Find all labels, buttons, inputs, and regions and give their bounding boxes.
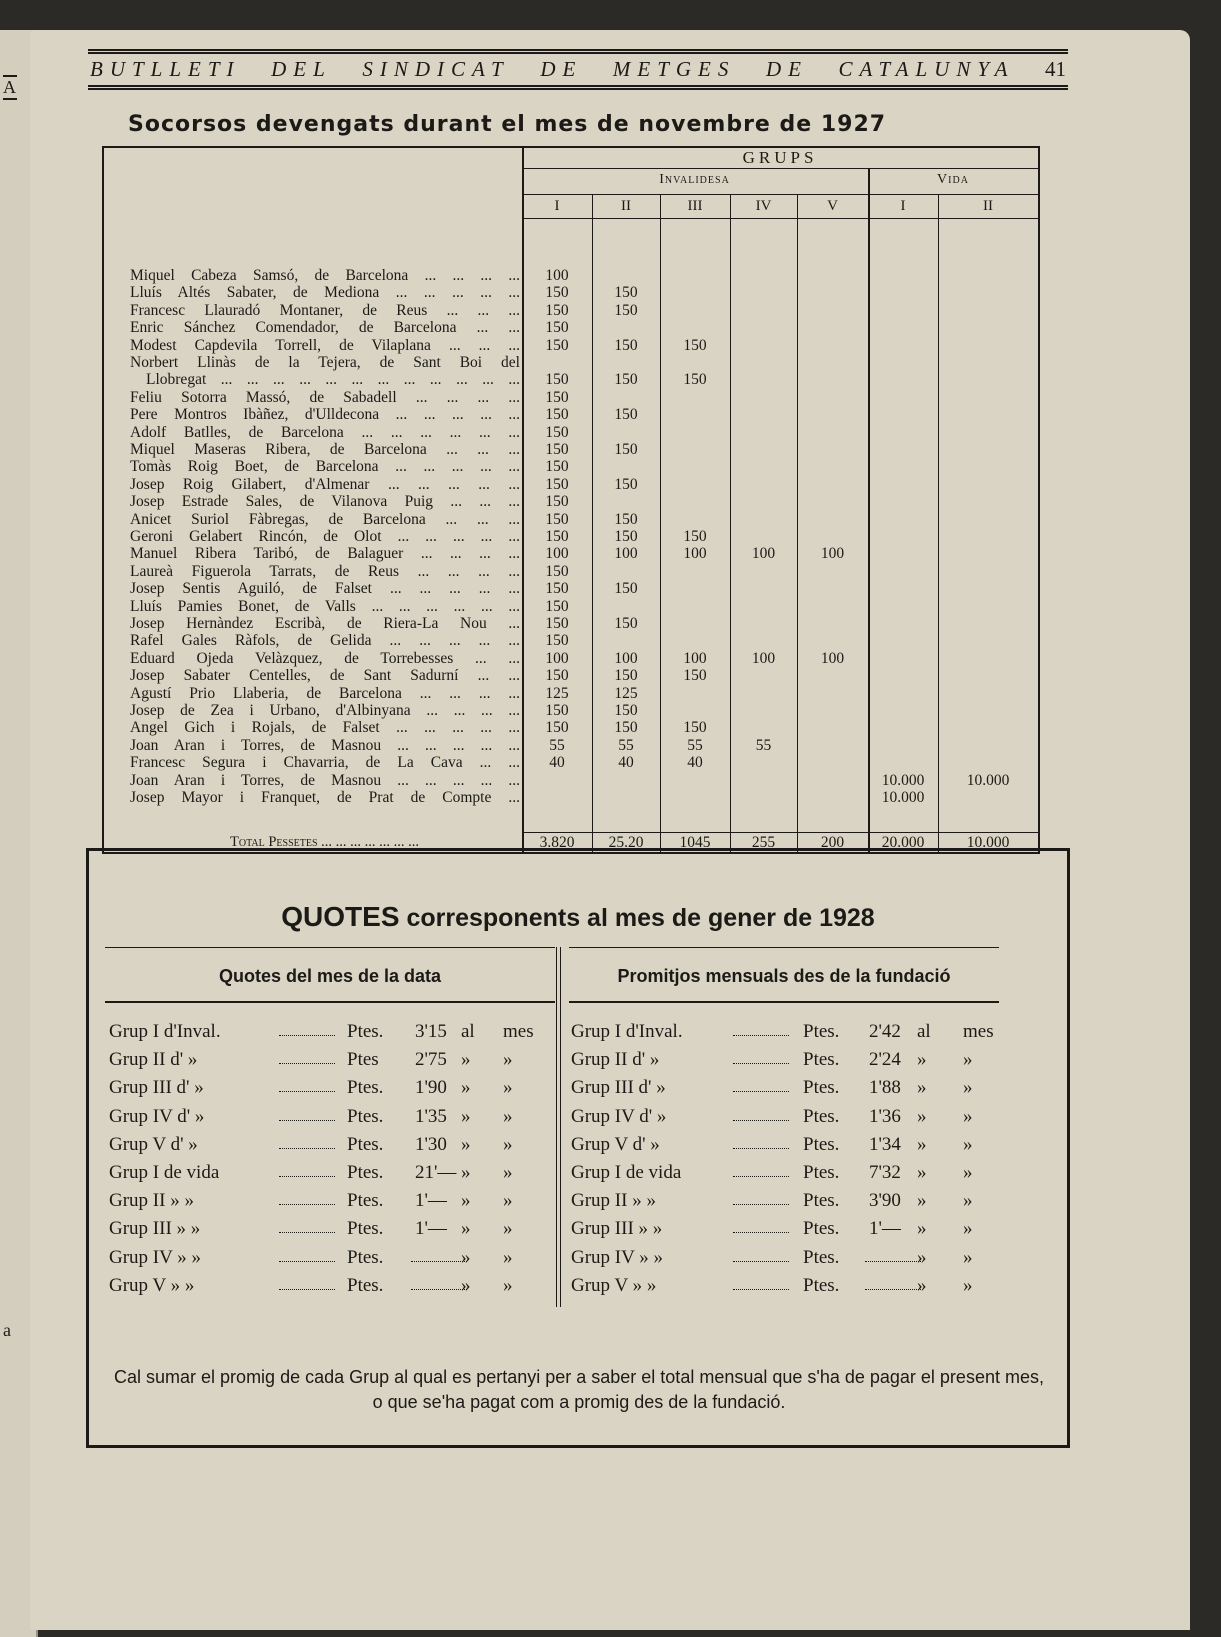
amount-cell: 150 [545,580,569,598]
amount-cell: 150 [545,284,569,302]
leader-dots [733,1247,789,1262]
quota-cur: Ptes. [803,1162,840,1183]
quota-label: Grup V » » [571,1274,657,1296]
header-word: SINDICAT [362,57,510,81]
amount-cell: 150 [683,528,707,545]
amount-cell: 150 [545,336,569,354]
amount-cell: 10.000 [966,771,1010,789]
quota-cur: Ptes. [803,1105,840,1127]
quota-a: » [917,1133,927,1155]
quota-b: » [503,1218,513,1240]
quota-row [571,1162,1001,1188]
header-word: DEL [271,57,332,81]
quota-val: 1'— [415,1190,447,1212]
beneficiary-name: Feliu Sotorra Massó, de Sabadell ... ... ... ... [130,388,520,406]
header-word: DE [540,57,583,81]
quota-val: 2'24 [869,1049,901,1071]
quota-label: Grup II d' » [571,1049,660,1071]
quota-cur: Ptes. [803,1246,840,1268]
total-cell: 20.000 [881,834,925,851]
quota-a: » [917,1049,927,1071]
leader-dots [865,1247,921,1262]
quota-a: » [461,1133,471,1155]
amount-cell: 150 [614,510,638,528]
amount-cell: 150 [614,719,638,737]
quota-label: Grup III » » [571,1218,663,1240]
quota-a: » [917,1218,927,1240]
beneficiary-name: Francesc Llauradó Montaner, de Reus ... ... ... [130,301,520,319]
beneficiary-name: Josep Roig Gilabert, d'Almenar ... ... ... ... ... [130,475,520,493]
leader-dots [733,1162,789,1177]
quota-b: » [503,1162,513,1183]
leader-dots [279,1106,335,1121]
quota-b: » [963,1190,973,1212]
amount-cell: 150 [545,528,569,545]
leader-dots [733,1077,789,1092]
amount-cell: 150 [614,528,638,545]
amount-cell: 150 [614,336,638,354]
journal-title [88,55,1068,84]
amount-cell: 55 [687,736,703,754]
amount-cell: 55 [755,736,772,754]
header-word: CATALUNYA [838,57,1015,81]
quota-label: Grup I d'Inval. [571,1021,683,1042]
quota-row [571,1049,1001,1075]
quota-cur: Ptes. [347,1105,384,1127]
beneficiary-name: Enric Sánchez Comendador, de Barcelona ... ... [130,319,520,337]
amount-cell: 10.000 [881,789,925,806]
quota-cur: Ptes. [347,1162,384,1183]
beneficiary-name: Geroni Gelabert Rincón, de Olot ... ... ... ... ... [130,528,520,545]
quota-cur: Ptes. [803,1049,840,1071]
quota-row [109,1049,539,1075]
quota-a: » [461,1190,471,1212]
quota-row [109,1077,539,1103]
quota-b: » [503,1133,513,1155]
amount-cell: 150 [683,371,707,389]
amount-cell: 150 [614,371,638,389]
amount-cell: 150 [614,702,638,719]
amount-cell: 150 [545,475,569,493]
amount-cell: 125 [614,684,638,702]
leader-dots [733,1049,789,1064]
amount-cell: 150 [545,597,569,615]
quota-b: » [963,1162,973,1183]
quota-b: mes [503,1021,534,1042]
quota-a: » [461,1162,471,1183]
column-header: II [983,198,993,214]
total-cell: 255 [751,834,776,851]
amount-cell: 150 [614,301,638,319]
beneficiary-name: Josep Sentis Aguiló, de Falset ... ... ... ... ... [130,580,520,598]
quota-a: » [917,1077,927,1099]
quota-val: 1'— [869,1218,901,1240]
quota-cur: Ptes. [347,1021,384,1042]
quota-b: » [963,1246,973,1268]
leader-dots [411,1275,467,1290]
running-header [88,48,1068,91]
amount-cell: 150 [614,441,638,458]
quota-cur: Ptes. [803,1218,840,1240]
quota-a: » [917,1190,927,1212]
quota-b: » [963,1049,973,1071]
beneficiary-name: Anicet Suriol Fàbregas, de Barcelona ... ... ... [130,510,520,528]
total-cell: 200 [820,834,845,851]
quota-b: » [503,1049,513,1071]
quota-b: » [503,1105,513,1127]
amount-cell: 150 [614,475,638,493]
amount-cell: 150 [614,615,638,632]
total-cell: 1045 [679,834,711,851]
amount-cell: 150 [683,336,707,354]
quota-label: Grup IV d' » [571,1105,667,1127]
amount-cell: 150 [614,406,638,424]
leader-dots [279,1275,335,1290]
quota-val: 1'90 [415,1077,447,1099]
amount-cell: 150 [545,562,569,580]
quota-val: 2'75 [415,1049,447,1071]
quota-a: » [461,1218,471,1240]
quota-row [571,1077,1001,1103]
quota-row [109,1247,539,1273]
right-heading: Promitjos mensuals des de la fundació [617,966,951,986]
quotes-box [86,848,1070,1448]
beneficiary-name: Pere Montros Ibàñez, d'Ulldecona ... ... ... ... ... [130,406,520,424]
quota-label: Grup III » » [109,1218,201,1240]
quota-cur: Ptes. [803,1190,840,1212]
leader-dots [279,1049,335,1064]
quota-b: » [963,1218,973,1240]
leader-dots [733,1275,789,1290]
leader-dots [865,1275,921,1290]
quota-a: » [917,1274,927,1296]
beneficiary-name: Miquel Maseras Ribera, de Barcelona ... ... ... [130,441,520,458]
beneficiary-name: Joan Aran i Torres, de Masnou ... ... ... ... ... [130,736,520,754]
quota-b: » [503,1246,513,1268]
amount-cell: 150 [545,388,569,406]
amount-cell: 150 [545,319,569,337]
quota-cur: Ptes. [347,1190,384,1212]
amount-cell: 150 [614,580,638,598]
quota-b: » [503,1077,513,1099]
beneficiary-name: Josep Hernàndez Escribà, de Riera-La Nou ... [130,615,520,632]
quota-label: Grup II » » [109,1190,194,1212]
beneficiary-name: Angel Gich i Rojals, de Falset ... ... ... ... ... [130,719,520,737]
quota-label: Grup III d' » [109,1077,204,1099]
total-cell: 10.000 [966,834,1010,851]
left-heading: Quotes del mes de la data [218,966,442,986]
socorsos-table [102,146,1042,856]
amount-cell: 150 [545,441,569,458]
beneficiary-name: Josep de Zea i Urbano, d'Albinyana ... ... ... ... [130,702,520,719]
amount-cell: 100 [545,545,569,563]
quota-b: » [963,1105,973,1127]
quota-cur: Ptes. [803,1021,840,1042]
amount-cell: 55 [618,736,634,754]
column-header: III [687,198,703,214]
quota-row [571,1021,1001,1047]
quota-row [571,1134,1001,1160]
vida-header: Vida [937,172,969,187]
amount-cell: 55 [549,736,565,754]
beneficiary-name: Adolf Batlles, de Barcelona ... ... ... ... ... ... [130,423,520,441]
leader-dots [279,1077,335,1092]
leader-dots [733,1134,789,1149]
amount-cell: 150 [545,615,569,632]
amount-cell: 150 [545,510,569,528]
amount-cell: 100 [614,649,638,667]
leader-dots [279,1190,335,1205]
beneficiary-name: Manuel Ribera Taribó, de Balaguer ... ... ... ... [130,545,520,563]
column-header: I [554,198,560,214]
quota-cur: Ptes. [803,1077,840,1099]
leader-dots [733,1190,789,1205]
quota-row [109,1021,539,1047]
quota-a: » [461,1077,471,1099]
quota-a: » [461,1274,471,1296]
total-cell: 3.820 [539,834,575,851]
quota-val: 7'32 [869,1162,901,1183]
leader-dots [733,1218,789,1233]
leader-dots [279,1021,335,1036]
quota-label: Grup V d' » [571,1133,660,1155]
beneficiary-name: Miquel Cabeza Samsó, de Barcelona ... ... ... ... [130,267,520,284]
quota-b: » [963,1274,973,1296]
beneficiary-name: Josep Mayor i Franquet, de Prat de Compte ... [130,789,520,806]
beneficiary-name: Agustí Prio Llaberia, de Barcelona ... ... ... ... [130,684,520,702]
quota-label: Grup V d' » [109,1133,198,1155]
amount-cell: 150 [545,493,569,511]
quotes-note: Cal sumar el promig de cada Grup al qual es pertanyi per a saber el total mensual que s'ha de pagar el present mes, o que se'ha pagat com a promig des de la fundació. [114,1367,1044,1412]
leader-dots [279,1247,335,1262]
beneficiary-name: Josep Sabater Centelles, de Sant Sadurní ... ... [130,667,520,685]
quota-row [571,1247,1001,1273]
quota-row [571,1275,1001,1301]
quota-val: 3'90 [869,1190,901,1212]
amount-cell: 100 [820,649,845,667]
quota-a: » [917,1105,927,1127]
quota-label: Grup IV » » [571,1246,664,1268]
amount-cell: 150 [683,719,707,737]
leader-dots [733,1021,789,1036]
quota-cur: Ptes. [347,1218,384,1240]
quota-row [571,1106,1001,1132]
amount-cell: 150 [545,719,569,737]
amount-cell: 100 [545,267,569,284]
amount-cell: 40 [687,754,703,772]
quota-cur: Ptes. [803,1133,840,1155]
amount-cell: 150 [545,423,569,441]
beneficiary-name: Eduard Ojeda Velàzquez, de Torrebesses ... ... [130,649,520,667]
leader-dots [279,1134,335,1149]
leader-dots [411,1247,467,1262]
quota-val: 21'— [415,1162,457,1183]
quota-val: 1'30 [415,1133,447,1155]
quota-label: Grup I d'Inval. [109,1021,221,1042]
column-header: I [900,198,906,214]
beneficiary-name: Josep Estrade Sales, de Vilanova Puig ... ... ... [130,493,520,511]
amount-cell: 100 [614,545,638,563]
quota-cur: Ptes. [347,1077,384,1099]
amount-cell: 10.000 [881,771,925,789]
beneficiary-name: Joan Aran i Torres, de Masnou ... ... ... ... ... [130,771,520,789]
quota-val: 3'15 [415,1021,447,1042]
amount-cell: 150 [545,406,569,424]
beneficiary-name: Francesc Segura i Chavarria, de La Cava ... ... [130,754,520,772]
quota-b: mes [963,1021,994,1042]
quota-cur: Ptes. [803,1274,840,1296]
quota-b: » [963,1133,973,1155]
quota-b: » [503,1190,513,1212]
quota-a: » [917,1246,927,1268]
quota-label: Grup III d' » [571,1077,666,1099]
column-header: V [827,198,838,214]
quota-row [571,1218,1001,1244]
page-number: 41 [1044,57,1066,81]
quota-a: » [917,1162,927,1183]
header-word: DE [765,57,808,81]
quota-val: 1'35 [415,1105,447,1127]
amount-cell: 150 [545,702,569,719]
leader-dots [279,1162,335,1177]
quota-row [571,1190,1001,1216]
quota-label: Grup V » » [109,1274,195,1296]
quota-a: al [917,1021,931,1042]
beneficiary-name: Tomàs Roig Boet, de Barcelona ... ... ... ... ... [130,458,520,476]
leader-dots [279,1218,335,1233]
amount-cell: 150 [683,667,707,685]
grups-header: GRUPS [742,148,818,167]
margin-mark: A [3,75,17,100]
beneficiary-name: Norbert Llinàs de la Tejera, de Sant Boi del [130,354,520,371]
quota-row [109,1134,539,1160]
quota-b: » [503,1274,513,1296]
beneficiary-name: Modest Capdevila Torrell, de Vilaplana ... ... ... [130,336,520,354]
quota-a: al [461,1021,475,1042]
amount-cell: 40 [618,754,634,772]
quota-label: Grup II » » [571,1190,656,1212]
quota-a: » [461,1246,471,1268]
quota-a: » [461,1105,471,1127]
quota-cur: Ptes. [347,1274,384,1296]
quota-label: Grup II d' » [109,1049,198,1071]
quotes-title: QUOTES corresponents al mes de gener de 1928 [281,901,875,932]
amount-cell: 150 [614,284,638,302]
beneficiary-name: Lluís Pamies Bonet, de Valls ... ... ... ... ... ... [130,597,520,615]
quota-row [109,1190,539,1216]
amount-cell: 40 [549,754,565,772]
invalidesa-header: Invalidesa [659,172,730,187]
quota-b: » [963,1077,973,1099]
quota-label: Grup I de vida [109,1162,220,1183]
quota-label: Grup IV » » [109,1246,202,1268]
beneficiary-name: Llobregat ... ... ... ... ... ... ... ... ... ... ... ... [146,371,520,389]
beneficiary-name: Laureà Figuerola Tarrats, de Reus ... ... ... ... [130,562,520,580]
amount-cell: 125 [545,684,569,702]
amount-cell: 100 [545,649,569,667]
quota-row [109,1162,539,1188]
quota-row [109,1275,539,1301]
amount-cell: 150 [545,458,569,476]
margin-mark: a [3,1320,11,1340]
amount-cell: 100 [751,649,776,667]
amount-cell: 100 [683,649,707,667]
amount-cell: 100 [683,545,707,563]
amount-cell: 150 [545,667,569,685]
amount-cell: 150 [545,632,569,650]
socorsos-title: Socorsos devengats durant el mes de novembre de 1927 [128,112,887,137]
header-word: BUTLLETI [90,57,241,81]
amount-cell: 100 [820,545,845,563]
quota-val: 2'42 [869,1021,901,1042]
quota-val: 1'— [415,1218,447,1240]
quota-row [109,1218,539,1244]
quota-cur: Ptes [347,1049,379,1071]
quota-a: » [461,1049,471,1071]
quota-cur: Ptes. [347,1246,384,1268]
quota-label: Grup IV d' » [109,1105,205,1127]
leader-dots [733,1106,789,1121]
amount-cell: 100 [751,545,776,563]
column-header: IV [755,198,772,214]
quota-val: 1'88 [869,1077,901,1099]
total-label: Total Pessetes ... ... ... ... ... ... ... [230,834,420,850]
quota-val: 1'34 [869,1133,901,1155]
quota-label: Grup I de vida [571,1162,682,1183]
header-word: METGES [612,57,736,81]
document-page [30,30,1190,1630]
amount-cell: 150 [545,371,569,389]
column-header: II [621,198,631,214]
quota-val: 1'36 [869,1105,901,1127]
total-cell: 25.20 [608,834,644,851]
quota-row [109,1106,539,1132]
amount-cell: 150 [545,301,569,319]
beneficiary-name: Lluís Altés Sabater, de Mediona ... ... ... ... ... [130,284,520,302]
quota-cur: Ptes. [347,1133,384,1155]
beneficiary-name: Rafel Gales Ràfols, de Gelida ... ... ... ... ... [130,632,520,650]
amount-cell: 150 [614,667,638,685]
